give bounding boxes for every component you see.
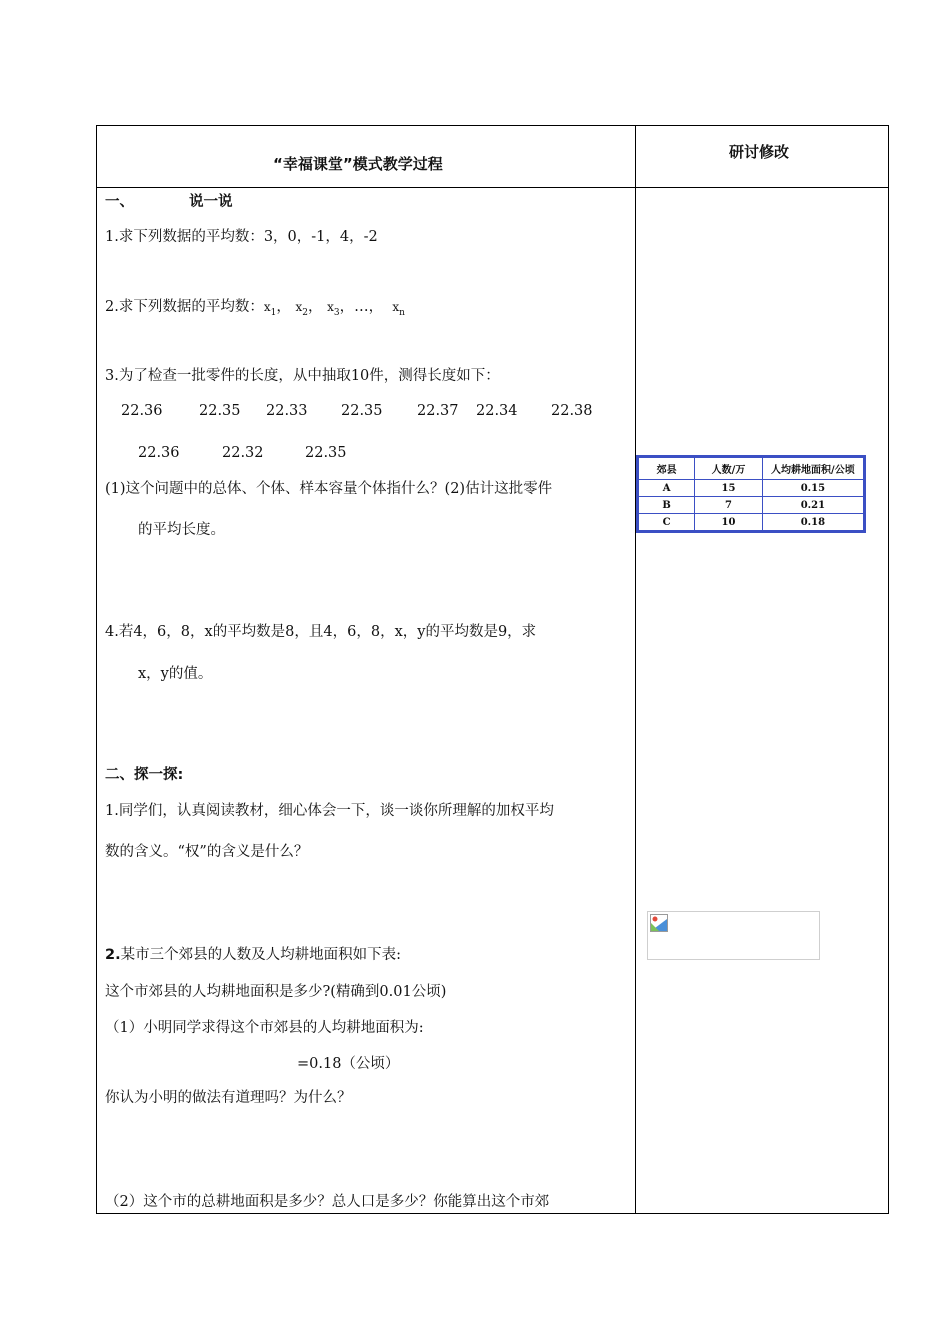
header-divider	[96, 187, 889, 188]
table-cell: 0.18	[762, 514, 863, 531]
table-header-cell: 郊县	[639, 458, 695, 480]
explore-q2-ask: 你认为小明的做法有道理吗？为什么？	[105, 1090, 352, 1106]
question-4-line2: x，y的值。	[138, 666, 213, 682]
explore-q2-line2: 这个市郊县的人均耕地面积是多少?(精确到0.01公顷)	[105, 984, 447, 1000]
section2-title: 二、探一探:	[105, 767, 184, 783]
table-cell: 7	[695, 497, 763, 514]
table-cell: 0.15	[762, 480, 863, 497]
explore-q1-line1: 1.同学们，认真阅读教材，细心体会一下，谈一谈你所理解的加权平均	[105, 803, 554, 819]
var-xn: x	[392, 300, 400, 314]
comma-2: ，	[307, 299, 323, 315]
var-x2: x	[295, 300, 303, 314]
question-4-line1: 4.若4，6，8，x的平均数是8，且4，6，8，x，y的平均数是9，求	[105, 624, 537, 640]
image-placeholder	[647, 911, 820, 960]
table-row	[639, 497, 864, 514]
table-cell: 15	[695, 480, 763, 497]
question-1: 1.求下列数据的平均数：3，0，-1，4，-2	[105, 229, 378, 245]
section1-title: 说一说	[189, 194, 233, 210]
table-header-row	[639, 458, 864, 480]
table-header-cell: 人数/万	[695, 458, 763, 480]
ellipsis: ，…，	[339, 299, 384, 315]
var-x1: x	[263, 300, 271, 314]
table-cell: 10	[695, 514, 763, 531]
data-value: 22.36	[121, 403, 163, 419]
right-column-title: 研讨修改	[729, 143, 790, 161]
data-value: 22.35	[199, 403, 241, 419]
explore-q1-line2: 数的含义。“权”的含义是什么？	[105, 844, 309, 860]
explore-q2-result: =0.18（公顷）	[297, 1056, 400, 1072]
data-value: 22.32	[222, 445, 264, 461]
question-3-sub-line2: 的平均长度。	[138, 522, 225, 538]
data-value: 22.36	[138, 445, 180, 461]
table-row	[639, 480, 864, 497]
broken-image-icon	[650, 914, 668, 932]
data-value: 22.35	[305, 445, 347, 461]
data-value: 22.34	[476, 403, 518, 419]
sub-1: 1	[270, 307, 277, 318]
column-divider	[635, 125, 636, 1214]
question-3-sub-line1: (1)这个问题中的总体、个体、样本容量个体指什么？(2)估计这批零件	[105, 481, 553, 497]
explore-q2	[105, 945, 401, 965]
comma-1: ，	[276, 299, 291, 315]
table-cell: B	[639, 497, 695, 514]
table-cell: A	[639, 480, 695, 497]
data-value: 22.33	[266, 403, 308, 419]
question-2-prefix: 2.求下列数据的平均数：	[105, 299, 264, 315]
data-value: 22.37	[417, 403, 459, 419]
explore-q2-text: 某市三个郊县的人数及人均耕地面积如下表:	[120, 947, 401, 963]
table-cell: 0.21	[762, 497, 863, 514]
data-value: 22.38	[551, 403, 593, 419]
county-data-table	[636, 455, 866, 533]
data-value: 22.35	[341, 403, 383, 419]
table-cell: C	[639, 514, 695, 531]
question-3: 3.为了检查一批零件的长度，从中抽取10件，测得长度如下：	[105, 368, 500, 384]
question-2	[105, 297, 405, 323]
explore-q2-sub1: （1）小明同学求得这个市郊县的人均耕地面积为:	[105, 1020, 424, 1036]
sub-n: n	[399, 307, 405, 318]
sub-2: 2	[302, 307, 308, 318]
sub-3: 3	[333, 307, 340, 318]
table-header-cell: 人均耕地面积/公顷	[762, 458, 863, 480]
var-x3: x	[327, 300, 334, 314]
lesson-table-frame	[96, 125, 889, 1214]
explore-q2-number: 2.	[105, 947, 121, 963]
table-row	[639, 514, 864, 531]
section1-number: 一、	[105, 194, 134, 210]
left-column-title: “幸福课堂”模式教学过程	[273, 155, 443, 173]
explore-q2-sub2: （2）这个市的总耕地面积是多少？总人口是多少？你能算出这个市郊	[105, 1194, 550, 1210]
